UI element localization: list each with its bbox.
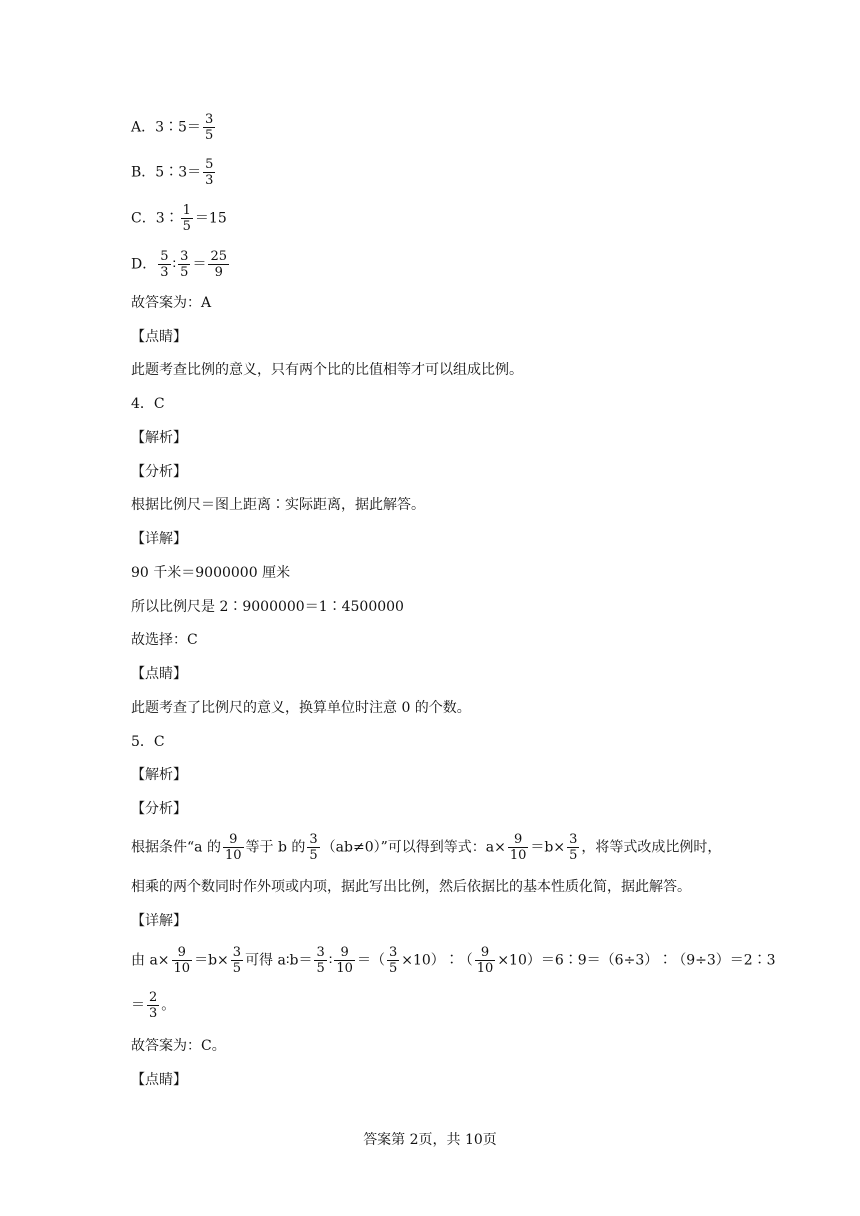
text-run: 等于 b 的 [245, 839, 306, 856]
q5-header: 5．C [131, 734, 165, 750]
q5-dianjing-label: 【点睛】 [131, 1072, 187, 1088]
option-c [131, 203, 227, 234]
frac-den: 5 [316, 961, 325, 976]
frac-num: 3 [309, 832, 318, 847]
text-run: ＝（ [356, 952, 385, 969]
frac-num: 3 [569, 832, 578, 847]
equals-sign: ＝ [192, 256, 207, 273]
option-c-fraction [181, 203, 193, 234]
q4-fenxi-text: 根据比例尺＝图上距离∶实际距离，据此解答。 [131, 497, 425, 513]
frac-num: 2 [149, 990, 158, 1005]
q5-fenxi-line-1 [131, 832, 721, 863]
option-b-text: B．5∶3＝ [131, 164, 202, 181]
frac-num: 1 [182, 203, 191, 218]
frac-den: 3 [160, 265, 169, 280]
q5-xiangjie-label: 【详解】 [131, 913, 187, 929]
text-run: ＝b× [194, 952, 229, 969]
frac-num: 9 [475, 945, 496, 961]
q3-dianjing-text: 此题考查比例的意义，只有两个比的比值相等才可以组成比例。 [131, 362, 523, 378]
q5-answer-line: 故答案为：C。 [131, 1038, 226, 1054]
q5-xiangjie-line-2 [131, 990, 175, 1021]
q4-dianjing-label: 【点睛】 [131, 666, 187, 682]
q5-xiangjie-line-1 [131, 945, 776, 976]
text-run: 由 a× [131, 952, 170, 969]
q4-xiangjie-label: 【详解】 [131, 531, 187, 547]
frac-num: 25 [210, 249, 227, 264]
text-run: ＝ [131, 997, 145, 1014]
text-run: ∶ [328, 952, 333, 969]
text-run: ×10）∶（ [401, 952, 473, 969]
text-run: ，将等式改成比例时， [581, 839, 722, 856]
option-c-text: C．3∶ [131, 210, 179, 227]
option-d-text: D． [131, 256, 157, 273]
option-a [131, 112, 217, 143]
q4-header: 4．C [131, 396, 165, 412]
text-run: ＝b× [530, 839, 566, 856]
text-run: ×10）＝6∶9＝（6÷3）∶（9÷3）＝2∶3 [497, 952, 776, 969]
option-d-fraction-3 [208, 249, 229, 280]
text-run: 根据条件“a 的 [131, 839, 221, 856]
fraction [231, 945, 243, 976]
text-run: （ab≠0）”可以得到等式：a× [321, 839, 506, 856]
fraction [475, 945, 496, 976]
frac-num: 3 [180, 249, 189, 264]
q4-line-2: 所以比例尺是 2∶9000000＝1∶4500000 [131, 599, 404, 615]
frac-den: 5 [569, 848, 578, 863]
q3-dianjing-label: 【点睛】 [131, 329, 187, 345]
option-d-fraction-1 [158, 249, 170, 280]
fraction [307, 832, 319, 863]
frac-den: 10 [173, 961, 191, 976]
frac-den: 3 [149, 1006, 158, 1021]
fraction [223, 832, 244, 863]
frac-den: 10 [509, 848, 527, 863]
frac-num: 3 [316, 945, 325, 960]
text-run: 可得 a∶b＝ [245, 952, 313, 969]
fraction [314, 945, 326, 976]
q4-dianjing-text: 此题考查了比例尺的意义，换算单位时注意 0 的个数。 [131, 700, 471, 716]
frac-num: 3 [204, 112, 214, 127]
q4-fenxi-label: 【分析】 [131, 464, 187, 480]
q4-line-3: 故选择：C [131, 632, 198, 648]
frac-den: 5 [309, 848, 318, 863]
option-d [131, 249, 231, 280]
fraction [147, 990, 159, 1021]
frac-den: 5 [388, 961, 398, 976]
ratio-sign: ∶ [172, 256, 177, 273]
fraction [387, 945, 399, 976]
frac-den: 5 [204, 128, 214, 143]
frac-den: 10 [336, 961, 353, 976]
frac-den: 3 [205, 173, 214, 188]
frac-num: 9 [223, 832, 244, 848]
frac-num: 9 [172, 945, 193, 961]
option-c-suffix: ＝15 [194, 210, 227, 227]
frac-den: 10 [476, 961, 494, 976]
frac-num: 3 [232, 945, 242, 960]
text-run: 。 [161, 997, 176, 1014]
option-a-text: A．3∶5＝ [131, 119, 201, 136]
fraction [567, 832, 579, 863]
frac-num: 5 [205, 157, 214, 172]
page-footer: 答案第 2页，共 10页 [363, 1132, 497, 1148]
option-b [131, 157, 217, 188]
q3-answer-line: 故答案为：A [131, 295, 212, 311]
q5-fenxi-label: 【分析】 [131, 801, 187, 817]
frac-den: 5 [180, 265, 189, 280]
q4-line-1: 90 千米＝9000000 厘米 [131, 565, 291, 581]
option-d-fraction-2 [178, 249, 190, 280]
q5-jiexi-label: 【解析】 [131, 767, 187, 783]
q4-jiexi-label: 【解析】 [131, 430, 187, 446]
frac-num: 9 [334, 945, 355, 961]
frac-num: 9 [508, 832, 529, 848]
frac-num: 5 [160, 249, 169, 264]
option-a-fraction [203, 112, 215, 143]
frac-num: 3 [388, 945, 398, 960]
frac-den: 9 [214, 265, 223, 280]
fraction [334, 945, 355, 976]
frac-den: 5 [232, 961, 242, 976]
fraction [508, 832, 529, 863]
q5-fenxi-line-2: 相乘的两个数同时作外项或内项，据此写出比例，然后依据比的基本性质化简，据此解答。 [131, 879, 691, 895]
frac-den: 10 [224, 848, 242, 863]
fraction [172, 945, 193, 976]
frac-den: 5 [182, 219, 191, 234]
option-b-fraction [203, 157, 215, 188]
